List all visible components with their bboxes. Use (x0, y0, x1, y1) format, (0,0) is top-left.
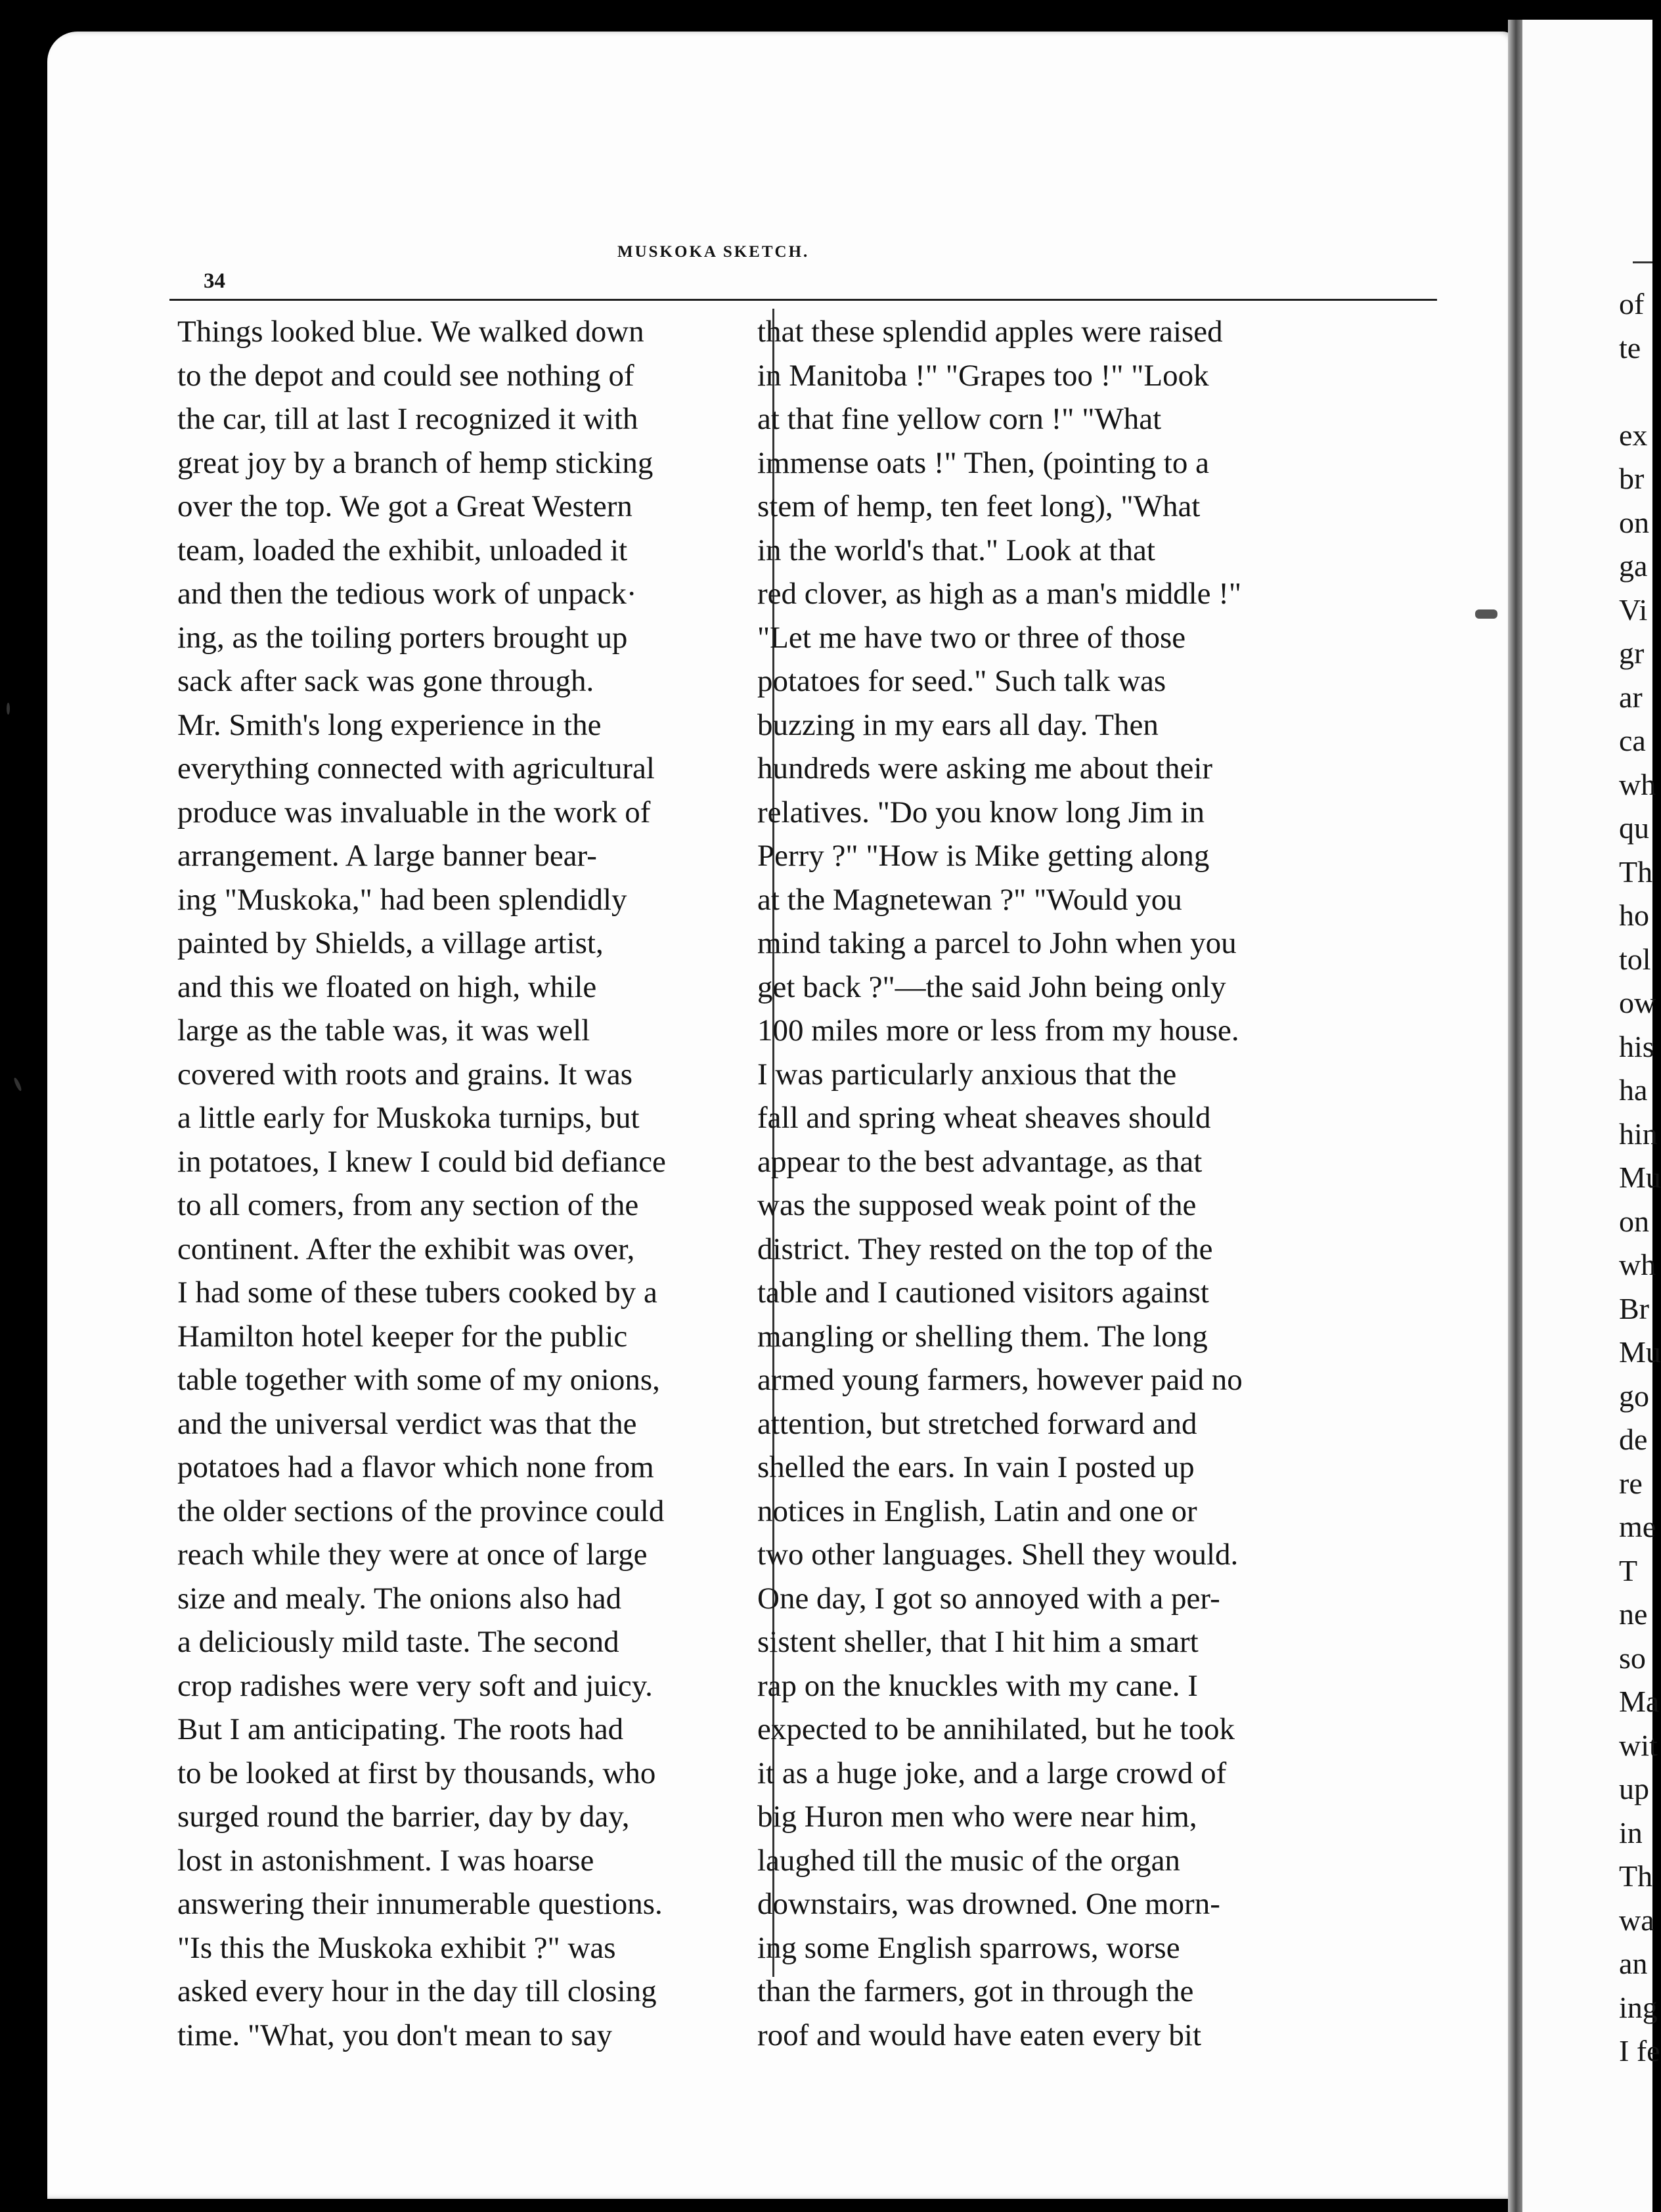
next-page-text-fragment: ne (1619, 1597, 1648, 1631)
text-line: 100 miles more or less from my house. (757, 1013, 1239, 1048)
text-line: shelled the ears. In vain I posted up (757, 1450, 1195, 1484)
text-line: rap on the knuckles with my cane. I (757, 1668, 1198, 1703)
text-line: Things looked blue. We walked down (177, 315, 644, 349)
text-line: covered with roots and grains. It was (177, 1057, 633, 1092)
text-line: great joy by a branch of hemp sticking (177, 445, 653, 480)
next-page-text-fragment: Mu (1619, 1335, 1661, 1369)
text-line: two other languages. Shell they would. (757, 1537, 1239, 1572)
text-line: the car, till at last I recognized it with (177, 402, 638, 436)
next-page-text-fragment: hin (1619, 1117, 1658, 1151)
next-page-text-fragment: wh (1619, 767, 1656, 801)
next-page-text-fragment: ar (1619, 680, 1643, 714)
text-line: team, loaded the exhibit, unloaded it (177, 533, 628, 567)
next-page-text-fragment: his (1619, 1029, 1654, 1063)
next-page-rule (1633, 261, 1652, 263)
text-line: get back ?"—the said John being only (757, 969, 1226, 1004)
text-line: potatoes had a flavor which none from (177, 1450, 654, 1484)
next-page-text-fragment: on (1619, 505, 1649, 539)
text-line: hundreds were asking me about their (757, 751, 1213, 785)
next-page-text-fragment: wit (1619, 1728, 1658, 1762)
text-line: Mr. Smith's long experience in the (177, 707, 602, 742)
next-page-text-fragment: I fe (1619, 2034, 1660, 2068)
next-page-text-fragment: wa (1619, 1903, 1654, 1937)
next-page-text-fragment: an (1619, 1947, 1648, 1980)
text-line: attention, but stretched forward and (757, 1406, 1197, 1441)
text-line: downstairs, was drowned. One morn- (757, 1887, 1220, 1921)
text-line: reach while they were at once of large (177, 1537, 648, 1572)
next-page-text-fragment: ca (1619, 724, 1646, 757)
text-line: at the Magnetewan ?" "Would you (757, 882, 1182, 917)
text-line: continent. After the exhibit was over, (177, 1231, 635, 1266)
next-page-text-fragment (1619, 370, 1661, 414)
page-number: 34 (204, 269, 225, 293)
text-line: in Manitoba !" "Grapes too !" "Look (757, 358, 1209, 393)
next-page-text-fragment: de (1619, 1423, 1648, 1456)
text-line: time. "What, you don't mean to say (177, 2018, 613, 2052)
text-line: painted by Shields, a village artist, (177, 926, 604, 960)
text-line: armed young farmers, however paid no (757, 1363, 1243, 1397)
text-line: and then the tedious work of unpack· (177, 577, 637, 611)
next-page-text-fragment: so (1619, 1641, 1646, 1675)
text-line: and this we floated on high, while (177, 969, 597, 1004)
text-line: to the depot and could see nothing of (177, 358, 634, 393)
text-line: that these splendid apples were raised (757, 315, 1223, 349)
text-line: at that fine yellow corn !" "What (757, 402, 1162, 436)
next-page-text-fragment: me (1619, 1510, 1656, 1543)
text-line: produce was invaluable in the work of (177, 795, 651, 830)
text-line: Perry ?" "How is Mike getting along (757, 839, 1210, 873)
next-page-text-fragment: go (1619, 1379, 1649, 1413)
text-line: expected to be annihilated, but he took (757, 1712, 1235, 1746)
text-line: sack after sack was gone through. (177, 664, 594, 698)
next-page-text-fragment: qu (1619, 811, 1649, 845)
text-line: a little early for Muskoka turnips, but (177, 1101, 640, 1135)
next-page-text-fragment: ow (1619, 986, 1656, 1019)
next-page-text-fragment: ho (1619, 898, 1649, 932)
text-line: than the farmers, got in through the (757, 1974, 1194, 2008)
text-line: ing some English sparrows, worse (757, 1930, 1180, 1965)
text-line: in the world's that." Look at that (757, 533, 1155, 567)
text-line: table together with some of my onions, (177, 1363, 660, 1397)
text-line: ing, as the toiling porters brought up (177, 620, 628, 655)
text-line: notices in English, Latin and one or (757, 1493, 1197, 1528)
text-line: arrangement. A large banner bear- (177, 839, 597, 873)
text-line: in potatoes, I knew I could bid defiance (177, 1144, 666, 1179)
text-line: a deliciously mild taste. The second (177, 1625, 619, 1659)
text-line: I had some of these tubers cooked by a (177, 1275, 657, 1310)
next-page-text-fragment: Th (1619, 854, 1653, 889)
text-line: laughed till the music of the organ (757, 1843, 1180, 1878)
next-page-text-fragment: T (1619, 1553, 1638, 1587)
text-line: "Is this the Muskoka exhibit ?" was (177, 1930, 616, 1965)
text-line: potatoes for seed." Such talk was (757, 664, 1166, 698)
next-page-text-fragment: gr (1619, 636, 1645, 670)
text-line: big Huron men who were near him, (757, 1800, 1197, 1834)
text-line: to be looked at first by thousands, who (177, 1756, 656, 1790)
text-line: over the top. We got a Great Western (177, 489, 632, 523)
text-line: "Let me have two or three of those (757, 620, 1186, 655)
gutter-clip-mark (1475, 609, 1497, 619)
text-line: stem of hemp, ten feet long), "What (757, 489, 1201, 523)
text-line: I was particularly anxious that the (757, 1057, 1177, 1092)
header-rule (169, 299, 1437, 301)
text-line: roof and would have eaten every bit (757, 2018, 1202, 2052)
next-page-text-fragment: wh (1619, 1248, 1656, 1281)
text-line: red clover, as high as a man's middle !" (757, 577, 1242, 611)
text-line: size and mealy. The onions also had (177, 1581, 622, 1616)
running-head: MUSKOKA SKETCH. (617, 243, 810, 261)
text-line: One day, I got so annoyed with a per- (757, 1581, 1220, 1616)
text-line: fall and spring wheat sheaves should (757, 1101, 1211, 1135)
text-line: mangling or shelling them. The long (757, 1319, 1208, 1354)
text-line: large as the table was, it was well (177, 1013, 590, 1048)
text-line: was the supposed weak point of the (757, 1188, 1197, 1222)
text-line: everything connected with agricultural (177, 751, 655, 785)
text-line: immense oats !" Then, (pointing to a (757, 445, 1209, 480)
text-line: buzzing in my ears all day. Then (757, 707, 1159, 742)
next-page-text-fragment: on (1619, 1204, 1649, 1238)
next-page-text-fragment: Mu (1619, 1161, 1661, 1194)
text-line: the older sections of the province could (177, 1493, 665, 1528)
next-page-text-fragment: te (1619, 330, 1641, 365)
next-page-text-fragment: re (1619, 1466, 1643, 1500)
text-line: sistent sheller, that I hit him a smart (757, 1625, 1199, 1659)
margin-speck (7, 703, 10, 715)
text-line: crop radishes were very soft and juicy. (177, 1668, 653, 1703)
text-line: table and I cautioned visitors against (757, 1275, 1209, 1310)
next-page-text-fragment: up (1619, 1772, 1649, 1805)
next-page-text-fragment: Br (1619, 1291, 1649, 1325)
left-text-column (177, 310, 768, 2057)
next-page-text-fragment: Vi (1619, 592, 1648, 627)
text-line: answering their innumerable questions. (177, 1887, 663, 1921)
right-text-column (757, 310, 1388, 2057)
text-line: surged round the barrier, day by day, (177, 1800, 630, 1834)
text-line: appear to the best advantage, as that (757, 1144, 1203, 1179)
next-page-text-fragments (1619, 282, 1661, 2073)
text-line: district. They rested on the top of the (757, 1231, 1213, 1266)
text-line: mind taking a parcel to John when you (757, 926, 1237, 960)
next-page-text-fragment: in (1619, 1815, 1643, 1849)
next-page-text-fragment: ing (1619, 1990, 1658, 2024)
next-page-text-fragment: ex (1619, 418, 1648, 452)
text-line: asked every hour in the day till closing (177, 1974, 657, 2008)
text-line: But I am anticipating. The roots had (177, 1712, 624, 1746)
next-page-text-fragment: ga (1619, 549, 1648, 583)
next-page-text-fragment: Ma (1619, 1685, 1660, 1718)
text-line: lost in astonishment. I was hoarse (177, 1843, 594, 1878)
text-line: ing "Muskoka," had been splendidly (177, 882, 627, 917)
text-line: Hamilton hotel keeper for the public (177, 1319, 628, 1354)
text-line: relatives. "Do you know long Jim in (757, 795, 1205, 830)
next-page-text-fragment: br (1619, 462, 1645, 495)
page-gutter (1508, 20, 1522, 2212)
text-line: to all comers, from any section of the (177, 1188, 639, 1222)
text-line: it as a huge joke, and a large crowd of (757, 1756, 1227, 1790)
next-page-text-fragment: tol (1619, 942, 1651, 976)
text-line: and the universal verdict was that the (177, 1406, 637, 1441)
next-page-text-fragment: of (1619, 287, 1645, 321)
next-page-text-fragment: Th (1619, 1859, 1653, 1893)
margin-speck (13, 1077, 23, 1092)
next-page-text-fragment: ha (1619, 1073, 1648, 1107)
